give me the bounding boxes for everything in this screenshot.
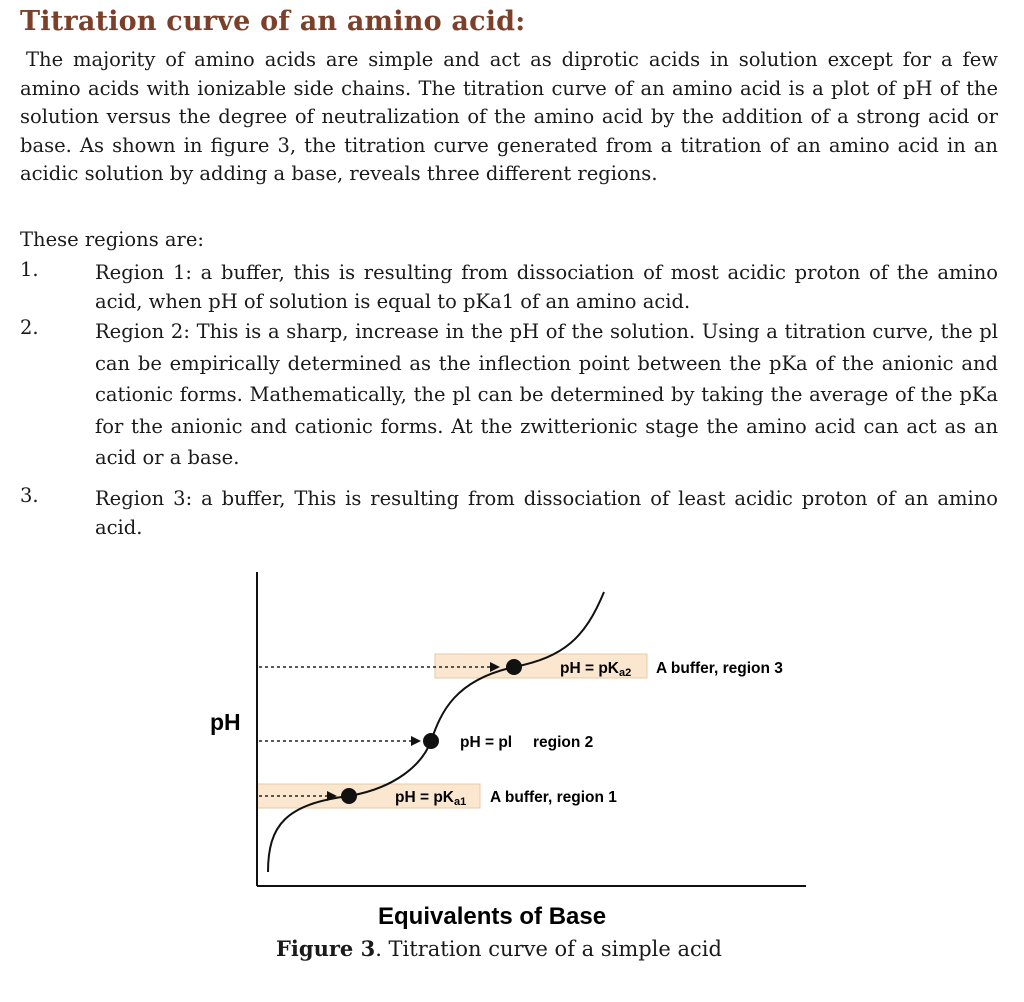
titration-curve: [268, 592, 604, 872]
intro-paragraph: The majority of amino acids are simple and act as diprotic acids in solution except for a few amino acids with ionizable side chains. The titration curve of an amino acid is a plot of pH of the solution versus the degree of neutralization of the amino acid by the addition of a strong acid or base. As shown in figure 3, the titration curve generated from a titration of an amino acid in an acidic solution by adding a base, reveals three different regions.: [20, 48, 998, 186]
page-title: Titration curve of an amino acid:: [20, 6, 526, 37]
region-number: 1.: [20, 258, 39, 281]
label-pi: pH = pl: [460, 734, 513, 751]
region-number: 3.: [20, 484, 39, 507]
caption-label: Figure 3: [276, 936, 376, 961]
label-pka1-sub: a1: [454, 796, 467, 808]
region-text: Region 3: a buffer, This is resulting from dissociation of least acidic proton of an amino acid.: [95, 487, 998, 539]
label-pi-note: region 2: [533, 734, 594, 751]
region-number: 2.: [20, 316, 39, 339]
titration-figure: [0, 560, 1024, 930]
figure-caption: [276, 936, 722, 961]
point-pka1: [341, 788, 357, 804]
region-text: Region 2: This is a sharp, increase in the pH of the solution. Using a titration curve, the pl can be empirically determined as the inflection point between the pKa of the anionic and cationic forms. Mathematically, the pl can be determined by taking the average of the pKa for the anionic and cationic forms. At the zwitterionic stage the amino acid can act as an acid or a base.: [95, 320, 998, 469]
label-pka1-note: A buffer, region 1: [490, 789, 617, 806]
label-pka2-note: A buffer, region 3: [656, 660, 783, 677]
y-axis-label: pH: [210, 709, 241, 735]
point-pka2: [506, 659, 522, 675]
label-pka2-prefix: pH = pK: [560, 660, 619, 677]
label-pka2-sub: a2: [619, 667, 632, 679]
x-axis-label: Equivalents of Base: [378, 903, 607, 930]
regions-heading: These regions are:: [20, 228, 204, 251]
region-text: Region 1: a buffer, this is resulting from dissociation of most acidic proton of the amino acid, when pH of solution is equal to pKa1 of an amino acid.: [95, 261, 998, 313]
point-pi: [423, 733, 439, 749]
caption-text: . Titration curve of a simple acid: [375, 937, 722, 961]
label-pka1-prefix: pH = pK: [395, 789, 454, 806]
